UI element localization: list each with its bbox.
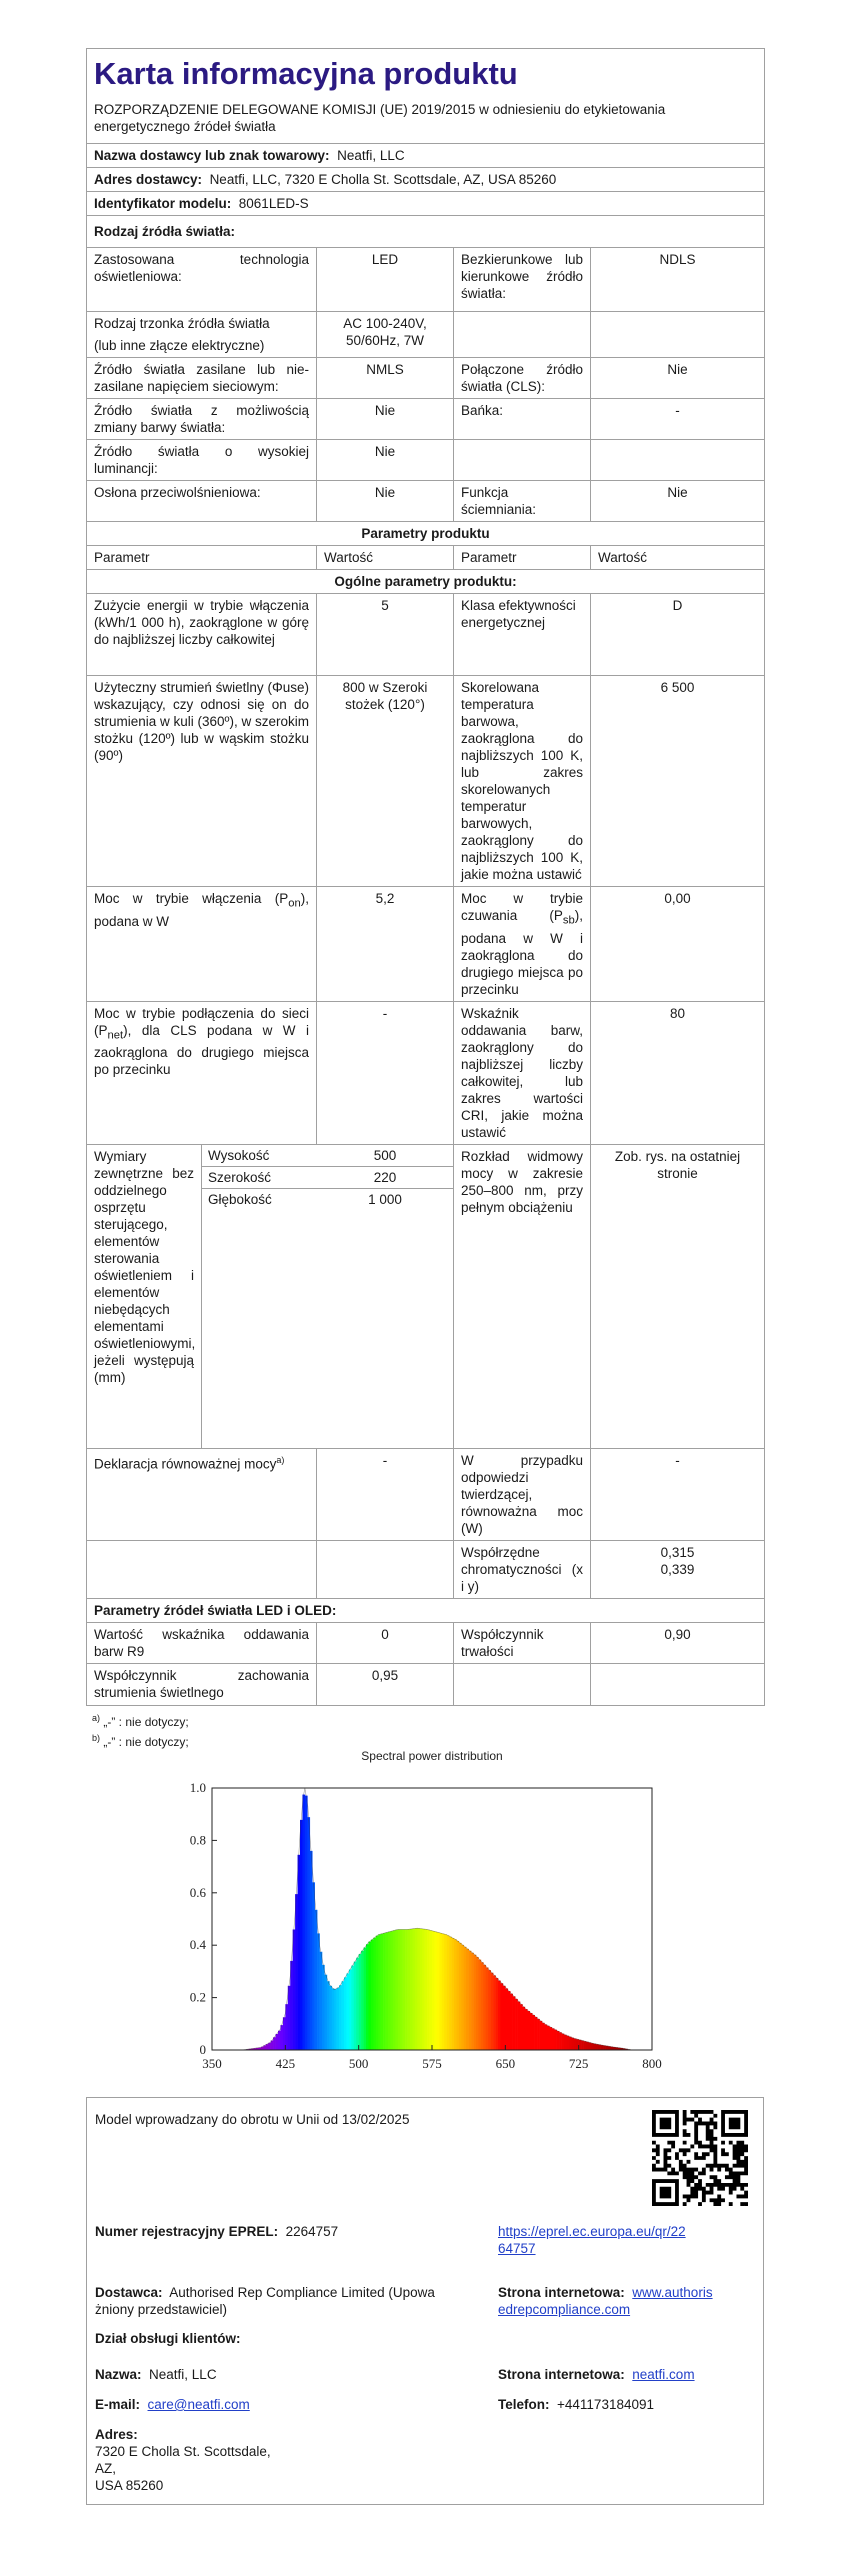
width-label: Szerokość (202, 1166, 317, 1188)
spectrum-bar (398, 1929, 401, 2050)
spectrum-bar (386, 1932, 389, 2050)
spectrum-bar (562, 2034, 565, 2050)
psb-value: 0,00 (591, 887, 765, 1002)
spectrum-bar (459, 1943, 462, 2050)
spectrum-bar (447, 1935, 450, 2050)
spectrum-bar (288, 1986, 291, 2050)
spectrum-bar (342, 1981, 345, 2050)
spectrum-bar (554, 2030, 557, 2050)
y-tick-label: 0.6 (189, 1884, 206, 1900)
supplier-value: Neatfi, LLC (337, 148, 405, 163)
spectrum-bar (505, 1988, 508, 2050)
spectrum-bar (532, 2015, 535, 2050)
spectrum-bar (434, 1932, 437, 2050)
height-label: Wysokość (202, 1145, 317, 1167)
params-heading: Parametry produktu (87, 522, 765, 546)
address-label: Adres dostawcy: (94, 172, 203, 187)
spectrum-bar (400, 1929, 403, 2050)
x-tick-label: 350 (202, 2056, 222, 2070)
supplier-row (87, 144, 765, 168)
web-link[interactable]: www.authoris (632, 2285, 713, 2300)
spectrum-bar (537, 2019, 540, 2050)
spectrum-bar (469, 1951, 472, 2050)
spectrum-bar (508, 1991, 511, 2050)
tech-label: Zastosowana technologia oświetleniowa: (87, 248, 317, 312)
spectrum-bar (388, 1932, 391, 2050)
dims-cell (202, 1144, 454, 1448)
qr-code-icon[interactable] (652, 2110, 748, 2206)
spectrum-bar (322, 1965, 325, 2050)
address2-line: 7320 E Cholla St. Scottsdale, (95, 2444, 271, 2459)
eprel-link-line1[interactable]: https://eprel.ec.europa.eu/qr/22 (498, 2224, 686, 2239)
x-tick-label: 575 (422, 2056, 442, 2070)
spd-label: Rozkład widmowy mocy w zakresie 250–800 nm, przy pełnym obciążeniu (454, 1144, 591, 1448)
hl-label: Źródło światła o wysokiej luminancji: (87, 440, 317, 481)
dim-label: Funkcja ściemniania: (454, 481, 591, 522)
equiv-sup: a) (276, 1454, 285, 1465)
spectrum-bar (361, 1951, 364, 2050)
spectrum-bar (417, 1928, 420, 2050)
spectrum-bar (518, 2002, 521, 2050)
spectrum-bar (596, 2044, 599, 2050)
x-tick-label: 800 (642, 2056, 662, 2070)
spectrum-bar (420, 1929, 423, 2050)
footer-box (86, 2097, 764, 2505)
x-tick-label: 500 (348, 2056, 369, 2070)
spectrum-bar (476, 1957, 479, 2050)
col-value: Wartość (317, 546, 454, 570)
spectrum-bar (474, 1955, 477, 2050)
psb-label (454, 887, 591, 1002)
spectrum-bar (488, 1970, 491, 2050)
psb-label-rest: ), podana w W i zaokrąglona do drugiego miejsca po przecinku (461, 908, 583, 997)
spectrum-bar (491, 1973, 494, 2050)
envelope-value: - (591, 399, 765, 440)
spectrum-bar (515, 1999, 518, 2050)
chroma-value (591, 1540, 765, 1598)
hl-value: Nie (317, 440, 454, 481)
footnote-text: „-” : nie dotyczy; (103, 1714, 189, 1729)
spectrum-bar (327, 1981, 330, 2050)
pon-value: 5,2 (317, 887, 454, 1002)
spectrum-bar (442, 1934, 445, 2050)
spectrum-bar (498, 1981, 501, 2050)
spectral-chart-svg (150, 1740, 690, 2070)
spectrum-bar (466, 1949, 469, 2050)
address2-line: USA 85260 (95, 2478, 164, 2493)
web2-link[interactable]: neatfi.com (632, 2367, 695, 2382)
spectrum-bar (432, 1931, 435, 2050)
cap-label-line1: Rodzaj trzonka źródła światła (94, 316, 270, 331)
chroma-x: 0,315 (660, 1544, 695, 1560)
title-cell (87, 49, 765, 144)
mains-label: Źródło światła zasilane lub nie-zasilane napięciem sieciowym: (87, 358, 317, 399)
email-row (95, 2396, 250, 2413)
empty-cell (591, 1663, 765, 1705)
pnet-label-text: Moc w trybie podłączenia do sieci (P (94, 1005, 309, 1038)
spectrum-bar (315, 1910, 318, 2050)
spectrum-bar (298, 1855, 301, 2050)
spectrum-bar (471, 1953, 474, 2050)
spectrum-bar (408, 1929, 411, 2050)
spectrum-bar (547, 2026, 550, 2050)
footnote-mark: a) (92, 1712, 101, 1723)
surv-value: 0,90 (591, 1622, 765, 1663)
y-tick-label: 0.2 (189, 1989, 206, 2005)
regulation-subtitle: ROZPORZĄDZENIE DELEGOWANE KOMISJI (UE) 2019/2015 w odniesieniu do etykietowania energetycznego źródeł światła (94, 102, 666, 134)
glare-value: Nie (317, 481, 454, 522)
supplier2-row (95, 2284, 485, 2318)
equiv-label-text: Deklaracja równoważnej mocy (94, 1456, 277, 1472)
spectrum-bar (478, 1960, 481, 2050)
class-value: D (591, 594, 765, 676)
spectrum-bar (430, 1930, 433, 2050)
spectrum-bar (302, 1795, 305, 2050)
cct-label: Skorelowana temperatura barwowa, zaokrąglona do najbliższych 100 K, lub zakres skorelowanych temperatur barwowych, zaokrąglony do najbliższych 100 K, jakie można ustawić (454, 676, 591, 887)
empty-cell (454, 1663, 591, 1705)
depth-value: 1 000 (368, 1191, 402, 1207)
spectrum-bar (364, 1947, 367, 2050)
spectrum-bar (449, 1937, 452, 2050)
equiv-label (87, 1448, 317, 1540)
address2-line: AZ, (95, 2461, 117, 2476)
tunable-label: Źródło światła z możliwością zmiany barwy światła: (87, 399, 317, 440)
spectrum-bar (601, 2045, 604, 2050)
spectrum-bar (293, 1929, 296, 2050)
web-label: Strona internetowa: (498, 2285, 625, 2300)
spectrum-bar (393, 1930, 396, 2050)
depth-label: Głębokość (208, 1191, 272, 1207)
spectrum-bar (608, 2046, 611, 2050)
equiv-value: - (317, 1448, 454, 1540)
r9-label: Wartość wskaźnika oddawania barw R9 (87, 1622, 317, 1663)
flux-value: 800 w Szeroki stożek (120°) (317, 676, 454, 887)
spectrum-bar (522, 2007, 525, 2050)
x-tick-label: 725 (568, 2056, 589, 2070)
supplier-label: Nazwa dostawcy lub znak towarowy: (94, 148, 330, 163)
spectrum-bar (415, 1928, 418, 2050)
chroma-label: Współrzędne chromatyczności (x i y) (454, 1540, 591, 1598)
x-tick-label: 425 (275, 2056, 296, 2070)
psb-label-text: Moc w trybie czuwania (P (461, 891, 583, 923)
spectrum-bar (305, 1796, 308, 2050)
spectrum-bar (603, 2045, 606, 2050)
spectral-chart (150, 1740, 690, 2070)
spectrum-bar (574, 2039, 577, 2050)
spectrum-bar (535, 2017, 538, 2050)
supplier2-value: Authorised Rep Compliance Limited (Upowa (169, 2285, 435, 2300)
spectrum-bar (569, 2037, 572, 2050)
spectrum-bar (351, 1966, 354, 2051)
pnet-sub: net (107, 1029, 124, 1042)
name-label: Nazwa: (95, 2367, 142, 2382)
spectrum-bar (510, 1994, 513, 2050)
spectrum-bar (437, 1932, 440, 2050)
mains-value: NMLS (317, 358, 454, 399)
y-tick-label: 0.4 (189, 1937, 206, 1953)
spectrum-bar (571, 2038, 574, 2050)
y-tick-label: 0 (199, 2042, 206, 2057)
glare-label: Osłona przeciwolśnieniowa: (87, 481, 317, 522)
spectrum-bar (339, 1985, 342, 2050)
source-type-heading: Rodzaj źródła światła: (87, 216, 765, 248)
spectrum-bar (280, 2025, 283, 2050)
spectrum-bar (513, 1996, 516, 2050)
spectrum-bar (542, 2023, 545, 2050)
spectrum-bar (346, 1973, 349, 2050)
y-tick-label: 0.8 (189, 1832, 206, 1848)
info-table (86, 48, 765, 1706)
eprel-row (95, 2223, 338, 2240)
spectrum-bar (337, 1988, 340, 2050)
dir-label: Bezkierunkowe lub kierunkowe źródło światła: (454, 248, 591, 312)
spectrum-bar (461, 1945, 464, 2050)
pon-sub: on (288, 897, 301, 910)
spectrum-bar (395, 1930, 398, 2050)
psb-sub: sb (562, 914, 575, 927)
spectrum-bar (376, 1936, 379, 2050)
equivw-label: W przypadku odpowiedzi twierdzącej, równoważna moc (W) (454, 1448, 591, 1540)
spectrum-bar (557, 2031, 560, 2050)
pon-label (87, 887, 317, 1002)
cri-value: 80 (591, 1001, 765, 1144)
address-row (87, 168, 765, 192)
spectrum-bar (486, 1967, 489, 2050)
spectrum-bar (552, 2028, 555, 2050)
spectrum-bar (295, 1894, 298, 2050)
spectrum-bar (584, 2041, 587, 2050)
led-heading: Parametry źródeł światła LED i OLED: (87, 1598, 765, 1622)
spectrum-bar (483, 1965, 486, 2050)
spectrum-bar (383, 1933, 386, 2050)
footnote (92, 1710, 764, 1730)
spectrum-bar (425, 1929, 428, 2050)
email-link[interactable]: care@neatfi.com (147, 2397, 250, 2412)
class-label: Klasa efektywności energetycznej (454, 594, 591, 676)
spectrum-bar (410, 1929, 413, 2050)
spectrum-bar (422, 1929, 425, 2050)
pnet-label (87, 1001, 317, 1144)
dims-table (202, 1145, 453, 1210)
cls-value: Nie (591, 358, 765, 399)
eprel-link[interactable] (498, 2223, 748, 2257)
product-information-sheet (86, 48, 764, 1750)
spectrum-bar (493, 1975, 496, 2050)
model-row (87, 192, 765, 216)
tech-value: LED (317, 248, 454, 312)
footnote-mark: b) (92, 1732, 101, 1743)
empty-cell (87, 1540, 317, 1598)
general-heading: Ogólne parametry produktu: (87, 570, 765, 594)
page-title: Karta informacyjna produktu (94, 56, 518, 91)
spectrum-bar (503, 1986, 506, 2050)
spectrum-bar (344, 1977, 347, 2050)
pnet-value: - (317, 1001, 454, 1144)
name-row (95, 2366, 217, 2383)
spectrum-bar (381, 1934, 384, 2050)
market-date: Model wprowadzany do obrotu w Unii od 13/02/2025 (95, 2112, 410, 2127)
spectrum-bar (544, 2024, 547, 2050)
equivw-value: - (591, 1448, 765, 1540)
chart-title: Spectral power distribution (361, 1749, 503, 1763)
surv-label: Współczynnik trwałości (454, 1622, 591, 1663)
dir-value: NDLS (591, 248, 765, 312)
spectrum-bar (481, 1962, 484, 2050)
address2-label: Adres: (95, 2427, 138, 2442)
spectrum-bar (349, 1969, 352, 2050)
spectrum-bar (307, 1817, 310, 2050)
x-tick-label: 650 (495, 2056, 516, 2070)
footnote-text: „-” : nie dotyczy; (103, 1734, 189, 1749)
chroma-y: 0,339 (660, 1561, 695, 1577)
pon-label-text: Moc w trybie włączenia (P (94, 891, 289, 906)
spectrum-bar (610, 2047, 613, 2050)
phone-row (498, 2396, 654, 2413)
spectrum-bar (368, 1942, 371, 2050)
height-value: 500 (317, 1145, 453, 1167)
dim-value: Nie (591, 481, 765, 522)
spectrum-bar (356, 1958, 359, 2050)
spectrum-bar (496, 1978, 499, 2050)
spectrum-bar (312, 1882, 315, 2050)
spectrum-bar (266, 2044, 269, 2050)
address-value: Neatfi, LLC, 7320 E Cholla St. Scottsdale, AZ, USA 85260 (209, 172, 557, 187)
spectrum-bar (452, 1938, 455, 2050)
spectrum-bar (456, 1941, 459, 2050)
spd-value: Zob. rys. na ostatniej stronie (591, 1144, 765, 1448)
spectrum-bar (268, 2043, 271, 2050)
spectrum-bar (405, 1929, 408, 2050)
cap-value: AC 100-240V, 50/60Hz, 7W (317, 312, 454, 358)
r9-value: 0 (317, 1622, 454, 1663)
spectrum-bar (464, 1947, 467, 2050)
spectrum-bar (324, 1975, 327, 2050)
spectrum-bar (403, 1929, 406, 2050)
spectrum-bar (373, 1938, 376, 2050)
spectrum-bar (439, 1933, 442, 2050)
web2-row (498, 2366, 695, 2383)
web2-label: Strona internetowa: (498, 2367, 625, 2382)
spectrum-bar (444, 1934, 447, 2050)
model-label: Identyfikator modelu: (94, 196, 232, 211)
spectrum-bar (525, 2009, 528, 2050)
col-param: Parametr (87, 546, 317, 570)
spectrum-bar (598, 2045, 601, 2050)
flux-label: Użyteczny strumień świetlny (Φuse) wskazujący, czy odnosi się on do strumienia w kuli (360º), w szerokim stożku (120º) lub w wąskim stożku (90º) (87, 676, 317, 887)
pnet-label-rest: ), dla CLS podana w W i zaokrąglona do drugiego miejsca po przecinku (94, 1022, 309, 1078)
spectrum-bar (334, 1989, 337, 2050)
energy-value: 5 (317, 594, 454, 676)
eprel-label: Numer rejestracyjny EPREL: (95, 2224, 279, 2239)
spectrum-bar (530, 2013, 533, 2050)
spectrum-bar (329, 1986, 332, 2050)
dims-label: Wymiary zewnętrzne bez oddzielnego osprzętu sterującego, elementów sterowania oświetleniem i elementów niebędących elementami oświetleniowymi, jeżeli występują (mm) (87, 1144, 202, 1448)
spectrum-bar (527, 2011, 530, 2050)
spectrum-bar (549, 2027, 552, 2050)
spectrum-bar (317, 1933, 320, 2050)
cap-label-line2: (lub inne złącze elektryczne) (94, 338, 265, 353)
web-link-cont[interactable]: edrepcompliance.com (498, 2302, 631, 2317)
spectrum-bar (366, 1944, 369, 2050)
spectrum-bar (540, 2021, 543, 2050)
supplier2-value-cont: żniony przedstawiciel) (95, 2302, 228, 2317)
spectrum-bar (332, 1988, 335, 2050)
phone-label: Telefon: (498, 2397, 550, 2412)
envelope-label: Bańka: (454, 399, 591, 440)
name-value: Neatfi, LLC (149, 2367, 217, 2382)
spectrum-bar (520, 2004, 523, 2050)
spectrum-bar (320, 1952, 323, 2050)
spectrum-bar (500, 1983, 503, 2050)
spectrum-bar (588, 2042, 591, 2050)
spectrum-bar (581, 2041, 584, 2051)
spectrum-bar (278, 2031, 281, 2050)
spectrum-bar (273, 2037, 276, 2050)
spectrum-bar (606, 2046, 609, 2050)
empty-cell (454, 312, 591, 358)
email-label: E-mail: (95, 2397, 141, 2412)
y-tick-label: 1.0 (189, 1780, 206, 1795)
spectrum-bar (378, 1934, 381, 2050)
spectrum-bar (593, 2044, 596, 2050)
web-row (498, 2284, 748, 2318)
cap-label (87, 312, 317, 358)
cct-value: 6 500 (591, 676, 765, 887)
eprel-value: 2264757 (285, 2224, 339, 2239)
supplier2-label: Dostawca: (95, 2285, 163, 2300)
empty-cell (454, 440, 591, 481)
spectrum-bar (390, 1931, 393, 2050)
spectrum-bar (586, 2042, 589, 2050)
spectrum-bar (454, 1939, 457, 2050)
phone-value: +441173184091 (557, 2397, 654, 2412)
spectrum-bar (591, 2043, 594, 2050)
spectrum-bar (559, 2032, 562, 2050)
spectrum-bar (566, 2036, 569, 2050)
empty-cell (591, 312, 765, 358)
empty-cell (591, 440, 765, 481)
cri-label: Wskaźnik oddawania barw, zaokrąglony do najbliższej liczby całkowitej, lub zakres wartości CRI, jakie można ustawić (454, 1001, 591, 1144)
spectrum-bar (359, 1954, 362, 2050)
spectrum-bar (564, 2035, 567, 2050)
maint-label: Współczynnik zachowania strumienia świetlnego (87, 1663, 317, 1705)
energy-label: Zużycie energii w trybie włączenia (kWh/1 000 h), zaokrąglone w górę do najbliższej liczby całkowitej (87, 594, 317, 676)
spectrum-bar (412, 1929, 415, 2050)
spectrum-bar (310, 1851, 313, 2050)
cls-label: Połączone źródło światła (CLS): (454, 358, 591, 399)
empty-cell (317, 1540, 454, 1598)
spectrum-bar (427, 1930, 430, 2050)
address2-block (95, 2426, 271, 2494)
spectrum-bar (276, 2034, 279, 2050)
maint-value: 0,95 (317, 1663, 454, 1705)
pon-label-rest: ), podana w W (94, 891, 309, 929)
spectrum-bar (371, 1940, 374, 2050)
spectrum-bar (354, 1962, 357, 2050)
customer-service-heading: Dział obsługi klientów: (95, 2331, 241, 2346)
model-value: 8061LED-S (238, 196, 309, 211)
tunable-value: Nie (317, 399, 454, 440)
eprel-link-line2[interactable]: 64757 (498, 2241, 536, 2256)
col-value: Wartość (591, 546, 765, 570)
width-value: 220 (317, 1166, 453, 1188)
spectrum-bar (300, 1820, 303, 2050)
col-param: Parametr (454, 546, 591, 570)
